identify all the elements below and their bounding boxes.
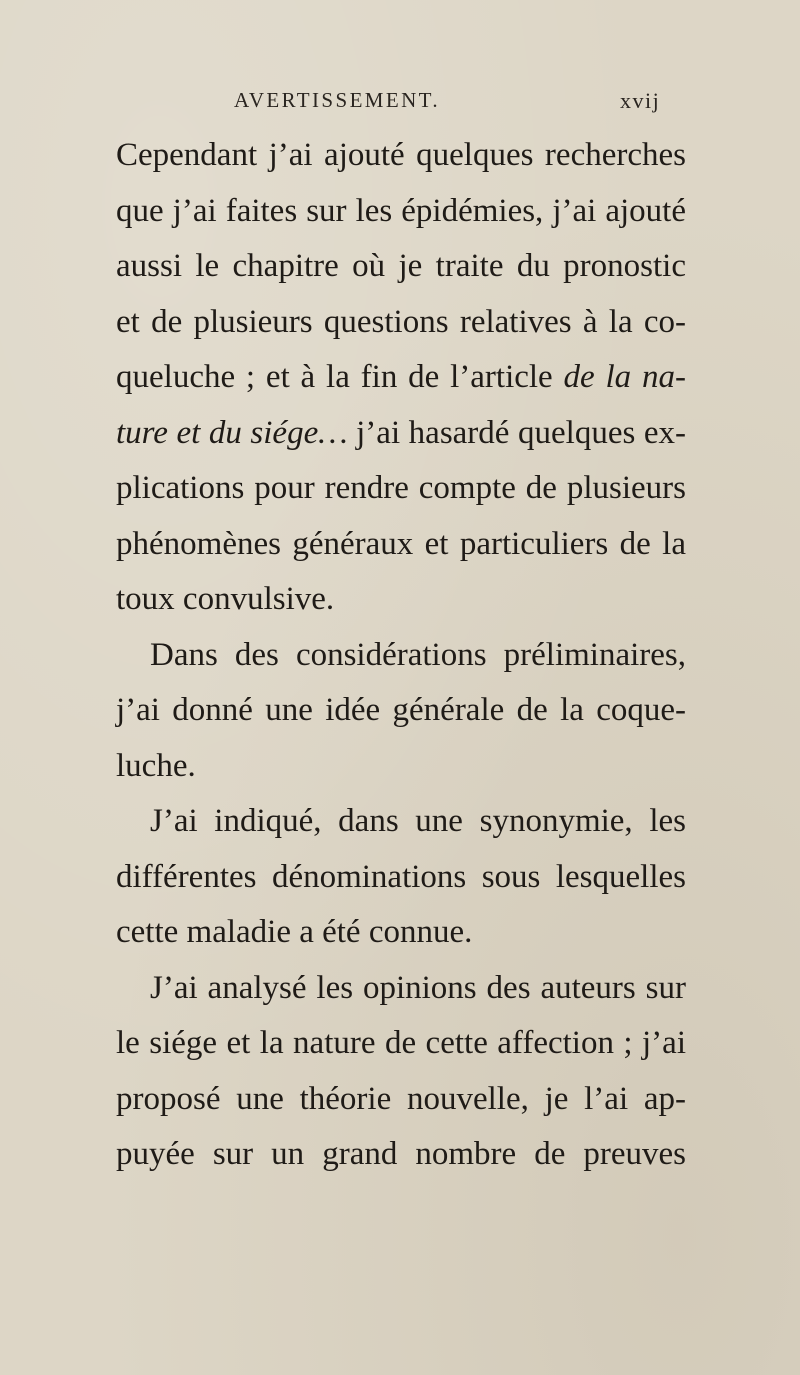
text-run: j’ai hasardé quelques ex- bbox=[347, 414, 686, 451]
text-line: J’ai indiqué, dans une synonymie, les bbox=[150, 803, 686, 839]
text-line: cette maladie a été connue. bbox=[116, 914, 473, 950]
text-line: phénomènes généraux et particuliers de la bbox=[116, 525, 686, 562]
text-line: plications pour rendre compte de plusieurs bbox=[116, 470, 686, 506]
text-line: luche. bbox=[116, 747, 196, 784]
text-run: queluche ; et à la fin de l’article bbox=[116, 359, 553, 395]
text-line: toux convulsive. bbox=[116, 581, 335, 617]
body-text bbox=[116, 128, 686, 1183]
text-line: différentes dénominations sous lesquelles bbox=[116, 858, 686, 895]
text-line: J’ai analysé les opinions des auteurs sur bbox=[150, 969, 686, 1006]
text-line: j’ai donné une idée générale de la coque- bbox=[116, 692, 686, 728]
text-line: Dans des considérations préliminaires, bbox=[150, 636, 686, 673]
text-line: et de plusieurs questions relatives à la co- bbox=[116, 303, 686, 340]
text-line: que j’ai faites sur les épidémies, j’ai ajouté bbox=[116, 192, 686, 229]
text-line: Cependant j’ai ajouté quelques recherches bbox=[116, 137, 686, 173]
text-line: puyée sur un grand nombre de preuves bbox=[116, 1136, 686, 1172]
text-line: proposé une théorie nouvelle, je l’ai ap- bbox=[116, 1080, 686, 1117]
page-number: xvij bbox=[620, 88, 661, 113]
page-header bbox=[0, 88, 800, 114]
running-head: AVERTISSEMENT. bbox=[234, 88, 440, 112]
text-line-mixed bbox=[116, 350, 686, 406]
italic-title-run: ture et du siége… bbox=[116, 414, 348, 451]
italic-title-run: de la na- bbox=[563, 359, 686, 395]
text-line: aussi le chapitre où je traite du pronostic bbox=[116, 248, 686, 284]
text-line-mixed bbox=[116, 406, 686, 462]
text-line: le siége et la nature de cette affection ; j’ai bbox=[116, 1025, 686, 1061]
